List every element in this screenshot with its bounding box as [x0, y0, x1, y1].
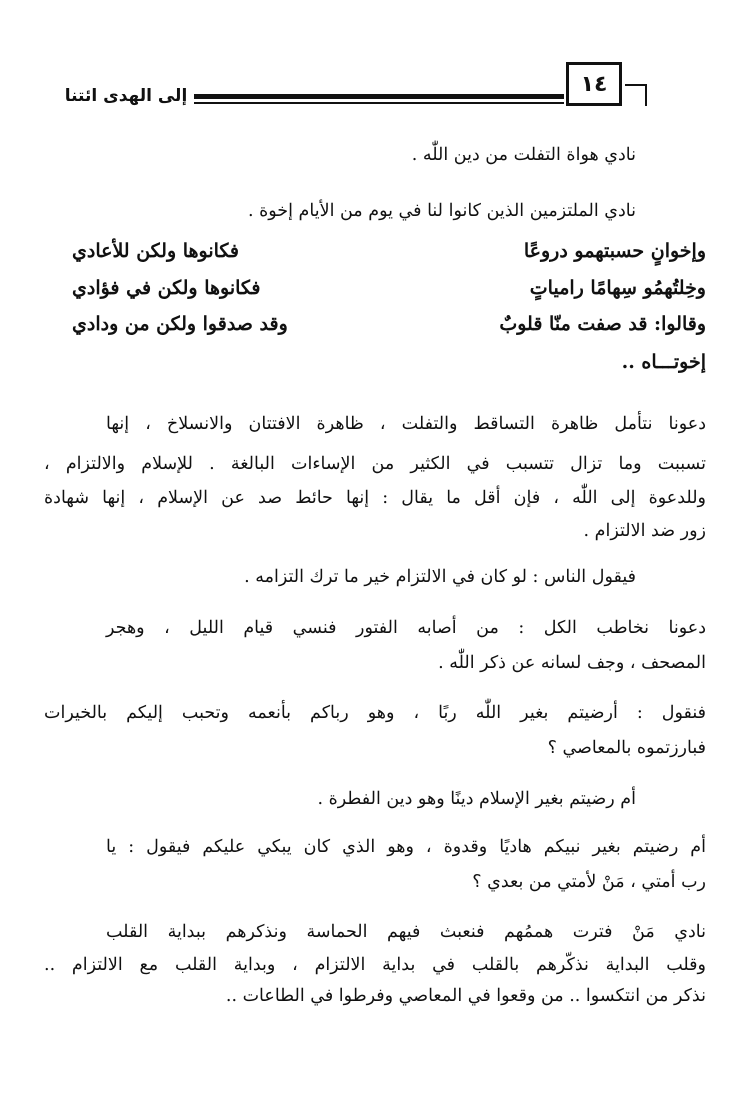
paragraph-line: أم رضيتم بغير نبيكم هاديًا وقدوة ، وهو الذي كان يبكي عليكم فيقول : يا — [106, 837, 706, 857]
paragraph-line: وللدعوة إلى اللّٰه ، فإن أقل ما يقال : إنها حائط صد عن الإسلام ، إنها شهادة — [44, 488, 706, 508]
poem-first-hemistich: وخِلتُهمُو سِهامًا رامياتٍ — [529, 277, 706, 299]
header-rule-corner — [625, 84, 647, 106]
poem-second-hemistich: فكانوها ولكن في فؤادي — [72, 277, 261, 299]
paragraph-line: فنقول : أرضيتم بغير اللّٰه ربًا ، وهو رباكم بأنعمه وتحبب إليكم بالخيرات — [44, 703, 706, 723]
page-number: ١٤ — [566, 62, 622, 106]
paragraph-line: نذكر من انتكسوا .. من وقعوا في المعاصي وفرطوا في الطاعات .. — [225, 986, 706, 1006]
paragraph-line: دعونا نتأمل ظاهرة التساقط والتفلت ، ظاهرة الافتتان والانسلاخ ، إنها — [106, 414, 706, 434]
paragraph-line: نادي مَنْ فترت هممُهم فنعبث فيهم الحماسة ونذكرهم ببداية القلب — [106, 922, 706, 942]
paragraph-line: وقلب البداية نذكّرهم بالقلب في بداية الالتزام ، وبداية القلب مع الالتزام .. — [44, 955, 706, 975]
paragraph-line: دعونا نخاطب الكل : من أصابه الفتور فنسي قيام الليل ، وهجر — [106, 618, 706, 638]
paragraph-5: فيقول الناس : لو كان في الالتزام خير ما ترك التزامه . — [244, 567, 636, 587]
paragraph-line: زور ضد الالتزام . — [583, 521, 706, 541]
paragraph-line: المصحف ، وجف لسانه عن ذكر اللّٰه . — [438, 653, 706, 673]
paragraph-1: نادي هواة التفلت من دين اللّٰه . — [411, 145, 636, 165]
header-rule-thick — [194, 94, 564, 99]
poem-verse — [44, 273, 706, 303]
paragraph-8: أم رضيتم بغير الإسلام دينًا وهو دين الفطرة . — [317, 789, 636, 809]
paragraph-line: تسببت وما تزال تتسبب في الكثير من الإساءات البالغة . للإسلام والالتزام ، — [44, 454, 706, 474]
poem-verse — [44, 309, 706, 339]
poem-first-hemistich: وقالوا: قد صفت منّا قلوبٌ — [499, 313, 706, 335]
poem-second-hemistich: وقد صدقوا ولكن من ودادي — [72, 313, 288, 335]
poem-second-hemistich: فكانوها ولكن للأعادي — [72, 240, 240, 262]
running-header-title: إلى الهدى ائتنا — [64, 86, 188, 106]
poem-verse — [44, 236, 706, 266]
poem-first-hemistich: وإخوانٍ حسبتهمو دروعًا — [523, 240, 706, 262]
poem-tail: إخوتـــاه .. — [621, 351, 706, 373]
paragraph-2: نادي الملتزمين الذين كانوا لنا في يوم من الأيام إخوة . — [247, 201, 636, 221]
paragraph-line: رب أمتي ، مَنْ لأمتي من بعدي ؟ — [472, 872, 706, 892]
header-rule-thin — [194, 102, 564, 104]
paragraph-line: فبارزتموه بالمعاصي ؟ — [547, 738, 706, 758]
